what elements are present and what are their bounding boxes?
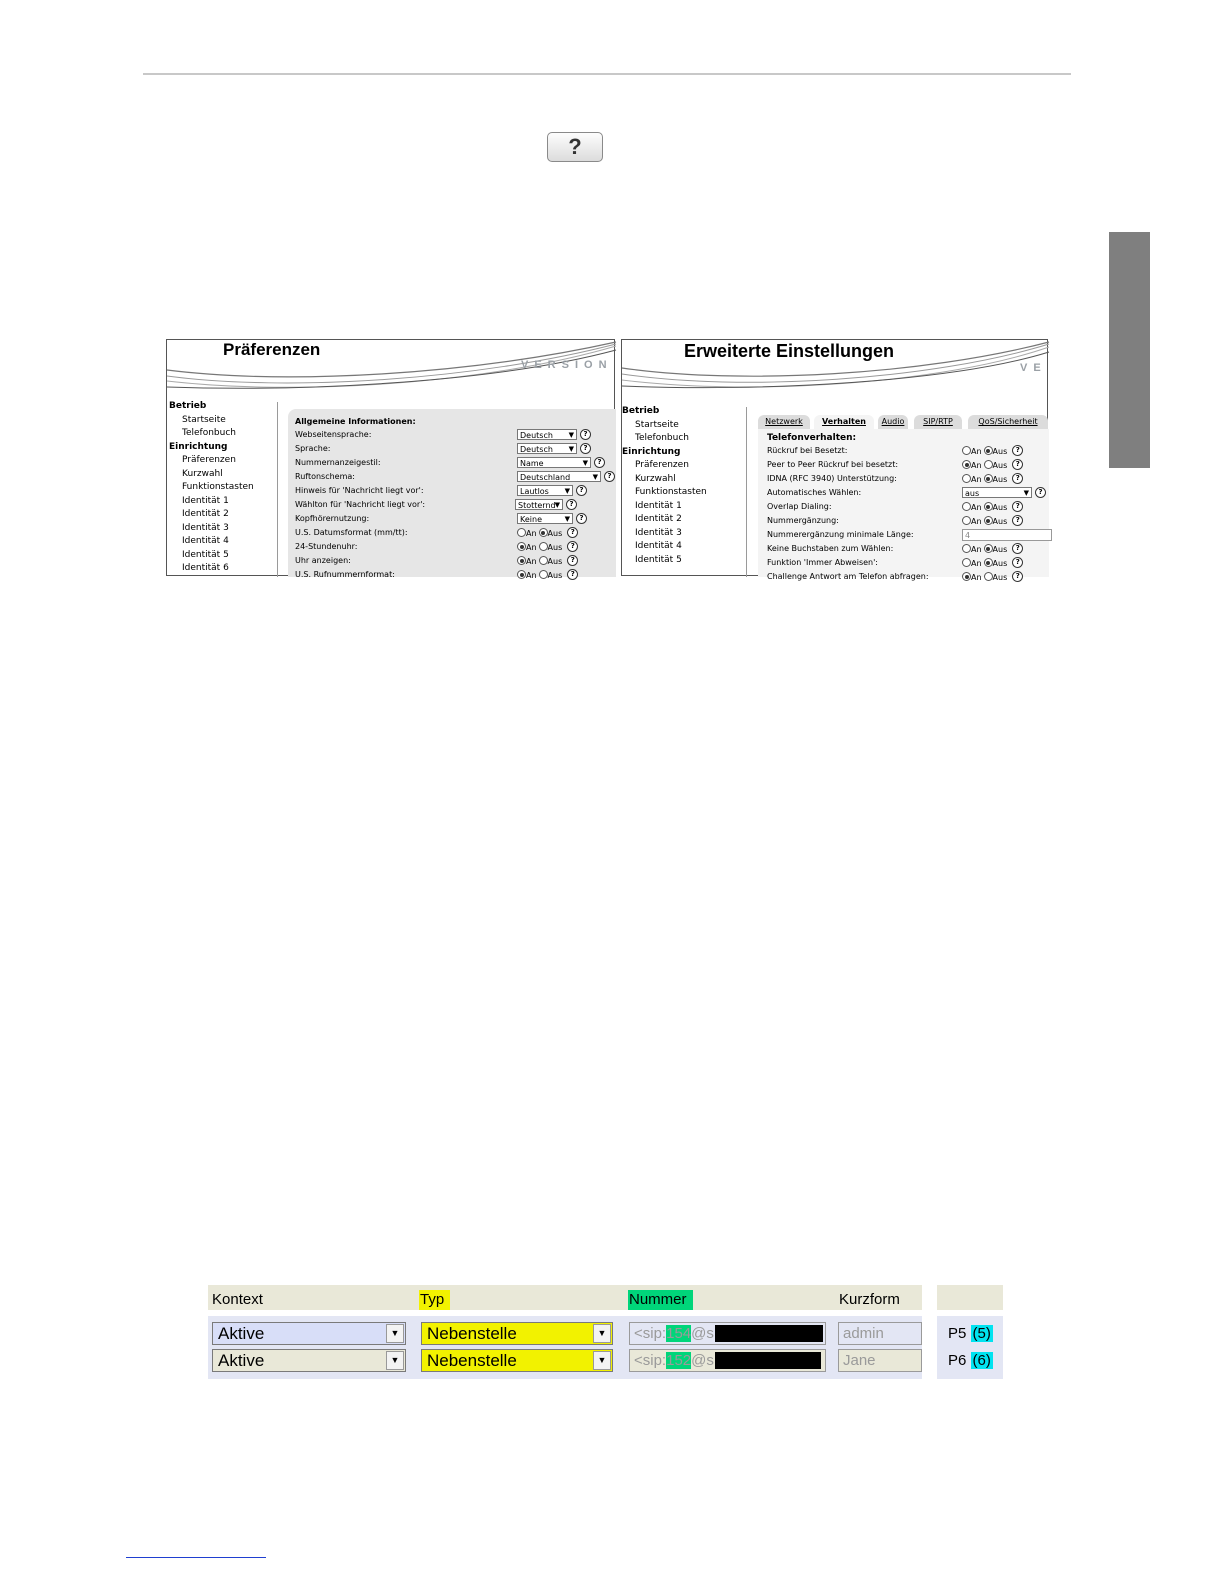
setting-control (517, 541, 578, 555)
kontext-select[interactable] (212, 1322, 406, 1345)
setting-row (767, 514, 1049, 528)
kontext-select[interactable] (212, 1349, 406, 1372)
radio-label: Aus (992, 573, 1008, 582)
radio-label: Aus (992, 461, 1008, 470)
nav-item[interactable]: Startseite (635, 419, 679, 430)
setting-row (295, 484, 613, 498)
key-label-text: P5 (948, 1325, 967, 1342)
chapter-side-tab (1109, 232, 1150, 468)
setting-control (962, 529, 1052, 543)
typ-select[interactable] (421, 1322, 613, 1345)
setting-label: Hinweis für 'Nachricht liegt vor': (295, 486, 424, 495)
help-icon[interactable]: ? (580, 429, 591, 440)
side-nav (622, 405, 707, 567)
help-icon[interactable]: ? (1035, 487, 1046, 498)
header-kurzform: Kurzform (839, 1291, 900, 1308)
help-icon[interactable]: ? (567, 541, 578, 552)
setting-row (295, 568, 613, 582)
nummer-input[interactable] (629, 1349, 826, 1372)
chevron-down-icon[interactable]: ▼ (568, 431, 574, 439)
kurzform-input[interactable]: admin (838, 1322, 922, 1345)
header-nummer: Nummer (628, 1290, 693, 1310)
radio-label: Aus (547, 529, 563, 538)
setting-label: Rückruf bei Besetzt: (767, 446, 848, 455)
nummer-prefix: <sip: (634, 1352, 667, 1369)
select-value: Lautlos (520, 487, 549, 496)
radio-on[interactable] (962, 516, 971, 525)
nav-item[interactable]: Identität 5 (182, 549, 229, 560)
radio-on[interactable] (962, 544, 971, 553)
page-title: Erweiterte Einstellungen (684, 341, 895, 361)
help-icon[interactable]: ? (594, 457, 605, 468)
setting-row (295, 456, 613, 470)
typ-value: Nebenstelle (427, 1324, 517, 1343)
help-icon[interactable]: ? (567, 555, 578, 566)
setting-label: Uhr anzeigen: (295, 556, 351, 565)
radio-label: An (971, 545, 982, 554)
key-label-text: P6 (948, 1352, 967, 1369)
radio-label: Aus (547, 557, 563, 566)
nummer-domain: @s (691, 1325, 714, 1342)
chevron-down-icon[interactable]: ▼ (592, 473, 598, 481)
radio-label: An (971, 517, 982, 526)
setting-row (295, 554, 613, 568)
redaction-bar (715, 1352, 821, 1369)
setting-label: Sprache: (295, 444, 331, 453)
help-icon[interactable]: ? (567, 569, 578, 580)
chevron-down-icon[interactable]: ▼ (568, 445, 574, 453)
page-title: Präferenzen (223, 340, 321, 359)
typ-select[interactable] (421, 1349, 613, 1372)
setting-row (767, 500, 1049, 514)
setting-control (517, 555, 578, 569)
table-header (208, 1285, 922, 1310)
radio-on[interactable] (962, 446, 971, 455)
header-rule (143, 73, 1071, 75)
setting-control (962, 501, 1023, 515)
help-icon[interactable]: ? (604, 471, 615, 482)
radio-label: Aus (992, 503, 1008, 512)
radio-label: An (526, 557, 537, 566)
nav-divider (746, 407, 747, 577)
chevron-down-icon[interactable]: ▼ (593, 1324, 611, 1343)
setting-control (962, 543, 1023, 557)
radio-on[interactable] (517, 556, 526, 565)
setting-row (295, 470, 613, 484)
select-value: Deutsch (520, 445, 553, 454)
radio-off[interactable] (984, 558, 993, 567)
tab-qos-sicherheit[interactable]: QoS/Sicherheit (968, 415, 1048, 429)
setting-label: Webseitensprache: (295, 430, 372, 439)
footnote-link-rule (126, 1557, 266, 1558)
nav-item[interactable]: Startseite (182, 414, 226, 425)
setting-select[interactable] (517, 443, 577, 454)
tab-netzwerk[interactable]: Netzwerk (758, 415, 810, 429)
radio-label: Aus (992, 475, 1008, 484)
nav-divider (277, 402, 278, 577)
setting-control (517, 471, 615, 485)
table-header-p (937, 1285, 1003, 1310)
setting-label: Automatisches Wählen: (767, 488, 862, 497)
radio-label: Aus (547, 571, 563, 580)
select-value: Deutsch (520, 431, 553, 440)
setting-select[interactable] (517, 429, 577, 440)
setting-control (517, 527, 578, 541)
radio-label: An (526, 529, 537, 538)
nummer-extension: 154 (666, 1325, 692, 1342)
key-label (948, 1349, 993, 1372)
radio-label: Aus (992, 447, 1008, 456)
radio-label: Aus (992, 545, 1008, 554)
nav-section: Betrieb (169, 401, 207, 411)
chevron-down-icon[interactable]: ▼ (564, 515, 570, 523)
nummer-domain: @s (691, 1352, 714, 1369)
radio-label: An (971, 573, 982, 582)
nav-item[interactable]: Telefonbuch (635, 433, 689, 443)
setting-label: Peer to Peer Rückruf bei besetzt: (767, 460, 899, 469)
setting-label: Funktion 'Immer Abweisen': (767, 558, 878, 567)
setting-control (517, 443, 591, 457)
setting-row (767, 486, 1049, 500)
nummer-input[interactable] (629, 1322, 826, 1345)
setting-control (962, 459, 1023, 473)
setting-control (962, 445, 1023, 459)
header-kontext: Kontext (212, 1291, 263, 1308)
tab-audio[interactable]: Audio (878, 415, 908, 429)
preferences-screenshot (166, 339, 615, 580)
radio-on[interactable] (962, 502, 971, 511)
chevron-down-icon[interactable]: ▼ (386, 1351, 404, 1370)
setting-select[interactable] (515, 499, 563, 510)
nav-item[interactable]: Kurzwahl (635, 473, 676, 484)
radio-off[interactable] (539, 556, 548, 565)
setting-control (962, 473, 1023, 487)
setting-text-input[interactable]: 4 (962, 529, 1052, 541)
radio-off[interactable] (984, 516, 993, 525)
tab-sip-rtp[interactable]: SIP/RTP (914, 415, 962, 429)
help-icon[interactable]: ? (1012, 459, 1023, 470)
setting-label: Nummergänzung: (767, 516, 839, 525)
help-icon[interactable]: ? (1012, 543, 1023, 554)
select-value: Deutschland (520, 473, 571, 482)
function-keys-table (208, 1285, 1003, 1379)
help-icon[interactable]: ? (567, 527, 578, 538)
select-value: Keine (520, 515, 542, 524)
radio-off[interactable] (539, 570, 548, 579)
nav-item[interactable]: Identität 1 (635, 500, 682, 511)
help-icon[interactable]: ? (1012, 473, 1023, 484)
setting-label: Overlap Dialing: (767, 502, 832, 511)
setting-label: Keine Buchstaben zum Wählen: (767, 544, 894, 553)
setting-row (295, 512, 613, 526)
setting-select[interactable] (517, 485, 573, 496)
radio-off[interactable] (984, 460, 993, 469)
settings-rows (295, 416, 613, 582)
radio-label: An (971, 475, 982, 484)
setting-row (295, 428, 613, 442)
radio-off[interactable] (539, 528, 548, 537)
nav-item[interactable]: Telefonbuch (182, 428, 236, 438)
nav-item[interactable]: Identität 1 (182, 495, 229, 506)
help-icon[interactable]: ? (566, 499, 577, 510)
kontext-value: Aktive (218, 1324, 265, 1343)
radio-label: An (971, 447, 982, 456)
help-icon[interactable]: ? (1012, 501, 1023, 512)
radio-label: An (971, 503, 982, 512)
setting-control (962, 557, 1023, 571)
setting-row (767, 458, 1049, 472)
radio-on[interactable] (517, 570, 526, 579)
nav-section: Einrichtung (169, 441, 228, 452)
nav-item[interactable]: Identität 2 (635, 514, 682, 524)
nav-item[interactable]: Identität 6 (182, 563, 229, 573)
setting-control (517, 485, 587, 499)
nav-section: Einrichtung (622, 446, 681, 457)
setting-control (517, 513, 587, 527)
radio-off[interactable] (984, 544, 993, 553)
setting-label: Wählton für 'Nachricht liegt vor': (295, 500, 426, 509)
radio-label: Aus (547, 543, 563, 552)
radio-off[interactable] (984, 502, 993, 511)
setting-control (517, 457, 605, 471)
setting-label: Nummernanzeigestil: (295, 458, 381, 467)
setting-label: IDNA (RFC 3940) Unterstützung: (767, 474, 897, 483)
setting-label: U.S. Datumsformat (mm/tt): (295, 528, 408, 537)
nummer-prefix: <sip: (634, 1325, 667, 1342)
help-icon[interactable]: ? (1012, 571, 1023, 582)
chevron-down-icon[interactable]: ▼ (582, 459, 588, 467)
radio-off[interactable] (984, 474, 993, 483)
setting-row (767, 444, 1049, 458)
chevron-down-icon[interactable]: ▼ (564, 487, 570, 495)
key-label (948, 1322, 993, 1345)
nav-item[interactable]: Funktionstasten (635, 487, 707, 497)
nav-item[interactable]: Präferenzen (635, 460, 689, 470)
setting-select[interactable] (517, 457, 591, 468)
help-icon[interactable]: ? (1012, 515, 1023, 526)
nav-item[interactable]: Identität 5 (635, 554, 682, 565)
radio-on[interactable] (962, 558, 971, 567)
setting-row (295, 540, 613, 554)
nav-item[interactable]: Identität 4 (182, 536, 229, 546)
side-nav (169, 400, 254, 576)
settings-rows (767, 432, 1049, 584)
section-heading: Telefonverhalten: (767, 433, 857, 443)
tab-verhalten[interactable]: Verhalten (814, 415, 874, 429)
radio-on[interactable] (962, 460, 971, 469)
radio-on[interactable] (962, 474, 971, 483)
nav-item[interactable]: Identität 3 (635, 527, 682, 538)
nav-item[interactable]: Präferenzen (182, 455, 236, 465)
header-typ: Typ (419, 1290, 450, 1310)
help-icon[interactable]: ? (1012, 557, 1023, 568)
help-button[interactable]: ? (547, 132, 603, 162)
setting-select[interactable] (517, 471, 601, 482)
key-number: (6) (972, 1352, 991, 1369)
key-number: (5) (972, 1325, 991, 1342)
section-heading: Allgemeine Informationen: (295, 417, 416, 426)
version-label: VERSION (521, 359, 613, 371)
radio-label: Aus (992, 517, 1008, 526)
chevron-down-icon[interactable]: ▼ (1023, 489, 1029, 497)
kurzform-input[interactable]: Jane (838, 1349, 922, 1372)
setting-row (295, 442, 613, 456)
setting-control (517, 429, 591, 443)
settings-tabs (758, 415, 1048, 429)
setting-row (767, 528, 1049, 542)
setting-row (295, 526, 613, 540)
radio-off[interactable] (539, 542, 548, 551)
radio-on[interactable] (962, 572, 971, 581)
help-icon[interactable]: ? (1012, 445, 1023, 456)
radio-label: An (971, 461, 982, 470)
setting-row (767, 556, 1049, 570)
radio-label: An (526, 543, 537, 552)
chevron-down-icon[interactable]: ▼ (386, 1324, 404, 1343)
radio-label: An (526, 571, 537, 580)
setting-control (962, 515, 1023, 529)
setting-control (962, 487, 1046, 501)
select-value: Name (520, 459, 544, 468)
setting-row (767, 472, 1049, 486)
setting-label: U.S. Rufnummernformat: (295, 570, 395, 579)
setting-label: Kopfhörernutzung: (295, 514, 370, 523)
setting-select[interactable] (962, 487, 1032, 498)
radio-label: Aus (992, 559, 1008, 568)
nav-item[interactable]: Funktionstasten (182, 482, 254, 492)
advanced-settings-screenshot (621, 339, 1048, 582)
setting-label: Nummerergänzung minimale Länge: (767, 530, 914, 539)
select-value: aus (965, 489, 980, 498)
redaction-bar (715, 1325, 823, 1342)
setting-control (515, 499, 577, 513)
radio-on[interactable] (517, 542, 526, 551)
nav-section: Betrieb (622, 406, 660, 416)
version-label: VE (1020, 362, 1047, 374)
nav-item[interactable]: Identität 3 (182, 522, 229, 533)
setting-select[interactable] (517, 513, 573, 524)
setting-label: Challenge Antwort am Telefon abfragen: (767, 572, 929, 581)
kontext-value: Aktive (218, 1351, 265, 1370)
nav-item[interactable]: Kurzwahl (182, 468, 223, 479)
setting-label: Ruftonschema: (295, 472, 355, 481)
nummer-extension: 152 (666, 1352, 692, 1369)
nav-item[interactable]: Identität 2 (182, 509, 229, 519)
help-icon[interactable]: ? (580, 443, 591, 454)
radio-off[interactable] (984, 446, 993, 455)
setting-row (295, 498, 613, 512)
chevron-down-icon[interactable]: ▼ (554, 501, 560, 509)
setting-row (767, 570, 1049, 584)
setting-label: 24-Stundenuhr: (295, 542, 358, 551)
radio-label: An (971, 559, 982, 568)
radio-off[interactable] (984, 572, 993, 581)
nav-item[interactable]: Identität 4 (635, 541, 682, 551)
setting-control (962, 571, 1023, 585)
setting-control (517, 569, 578, 583)
typ-value: Nebenstelle (427, 1351, 517, 1370)
select-value: Stotternd (518, 501, 556, 510)
chevron-down-icon[interactable]: ▼ (593, 1351, 611, 1370)
help-icon[interactable]: ? (576, 485, 587, 496)
setting-row (767, 542, 1049, 556)
radio-on[interactable] (517, 528, 526, 537)
help-icon[interactable]: ? (576, 513, 587, 524)
